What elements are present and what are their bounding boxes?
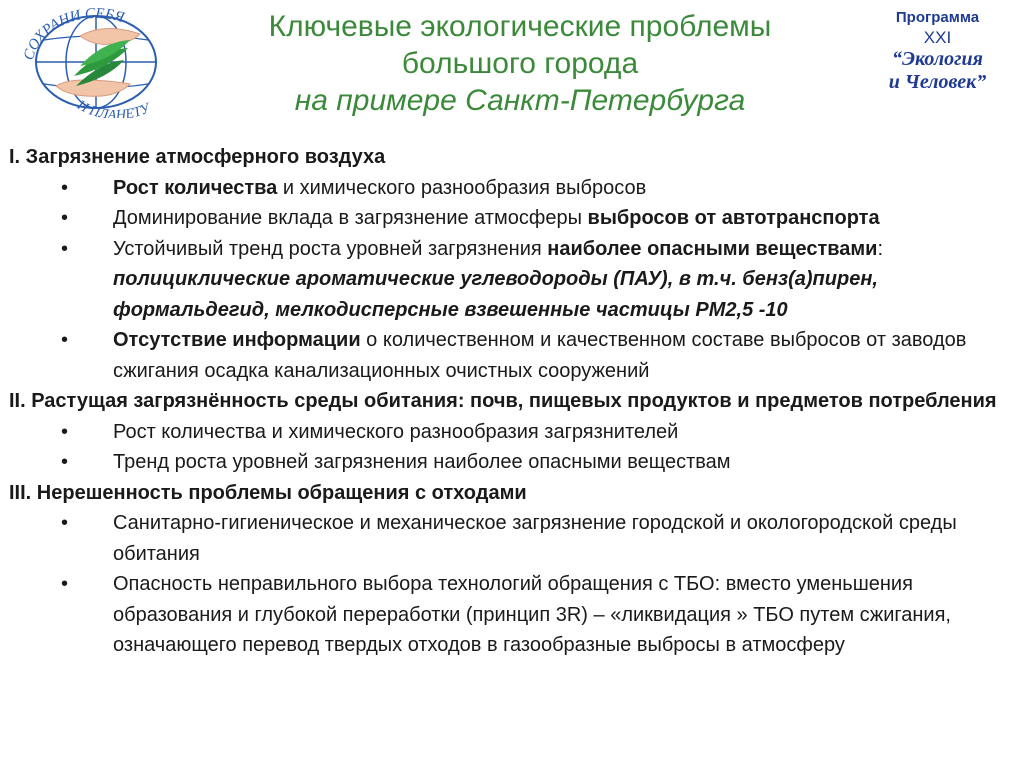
item-text: Санитарно-гигиеническое и механическое загрязнение городской и окологородской среды обитания: [113, 512, 957, 565]
list-item: [9, 203, 1014, 234]
program-logo-line-2: XXI: [923, 28, 952, 47]
bold-italic-text: полициклические ароматические углеводороды (ПАУ), в т.ч. бенз(а)пирен, формальдегид, мелкодисперсные взвешенные частицы РМ2,5 -10: [113, 268, 878, 321]
section-air-pollution: [9, 142, 1014, 386]
item-text: Рост количества и химического разнообразия загрязнителей: [113, 420, 679, 443]
list-item: [9, 234, 1014, 326]
section-waste-management: [9, 478, 1014, 661]
program-logo-line-1: Программа: [895, 9, 980, 26]
list-item: [9, 417, 1014, 448]
title-line-3: на примере Санкт-Петербурга: [294, 84, 746, 117]
logo-bottom-text: И ПЛАНЕТУ: [74, 97, 153, 118]
bullet-icon: •: [61, 451, 69, 473]
program-logo-line-3: “Экология: [892, 48, 983, 70]
bullet-icon: •: [61, 207, 69, 229]
bullet-icon: •: [61, 176, 69, 199]
bold-text: Рост количества: [113, 176, 278, 199]
section-heading: III. Нерешенность проблемы обращения с отходами: [9, 481, 527, 504]
globe-icon: [10, 6, 182, 118]
logo-top-text: СОХРАНИ СЕБЯ: [20, 6, 126, 63]
slide-title: [200, 8, 840, 119]
bullet-list: [9, 508, 1014, 661]
item-text: и химического разнообразия выбросов: [277, 176, 647, 199]
item-text: Устойчивый тренд роста уровней загрязнения: [113, 237, 548, 260]
section-heading: I. Загрязнение атмосферного воздуха: [9, 146, 386, 168]
bold-text: наиболее опасными веществами: [547, 237, 878, 260]
item-text: Опасность неправильного выбора технологий обращения с ТБО: вместо уменьшения образования и глубокой переработки (принцип 3R) – «ликвидация » ТБО путем сжигания, означающего перевод твердых отходов в газообразные выбросы в атмосферу: [113, 573, 951, 656]
bullet-icon: •: [61, 329, 69, 351]
bullet-list: [9, 173, 1014, 387]
item-text: о количественном и качественном составе выбросов от заводов сжигания осадка канализационных очистных сооружений: [113, 329, 967, 382]
list-item: [9, 325, 1014, 386]
bold-text: выбросов от автотранспорта: [587, 207, 880, 229]
title-line-1: Ключевые экологические проблемы: [268, 10, 772, 43]
program-logo-line-4: и Человек”: [888, 71, 987, 93]
bullet-icon: •: [61, 573, 69, 595]
section-habitat-pollution: [9, 386, 1014, 478]
list-item: [9, 447, 1014, 478]
bullet-icon: •: [61, 237, 69, 260]
bullet-icon: •: [61, 512, 69, 534]
list-item: [9, 173, 1014, 204]
earth-hands-logo: [10, 6, 182, 118]
section-heading: II. Растущая загрязнённость среды обитания: почв, пищевых продуктов и предметов потребления: [9, 390, 997, 412]
list-item: [9, 569, 1014, 661]
bullet-icon: •: [61, 420, 69, 443]
list-item: [9, 508, 1014, 569]
slide-content: [9, 142, 1014, 661]
bold-text: Отсутствие информации: [113, 329, 361, 351]
item-text: Тренд роста уровней загрязнения наиболее опасными веществам: [113, 451, 731, 473]
item-text-2: :: [877, 237, 884, 260]
item-text: Доминирование вклада в загрязнение атмосферы: [113, 207, 588, 229]
program-logo: [860, 8, 1015, 94]
title-line-2: большого города: [401, 47, 639, 80]
bullet-list: [9, 417, 1014, 478]
